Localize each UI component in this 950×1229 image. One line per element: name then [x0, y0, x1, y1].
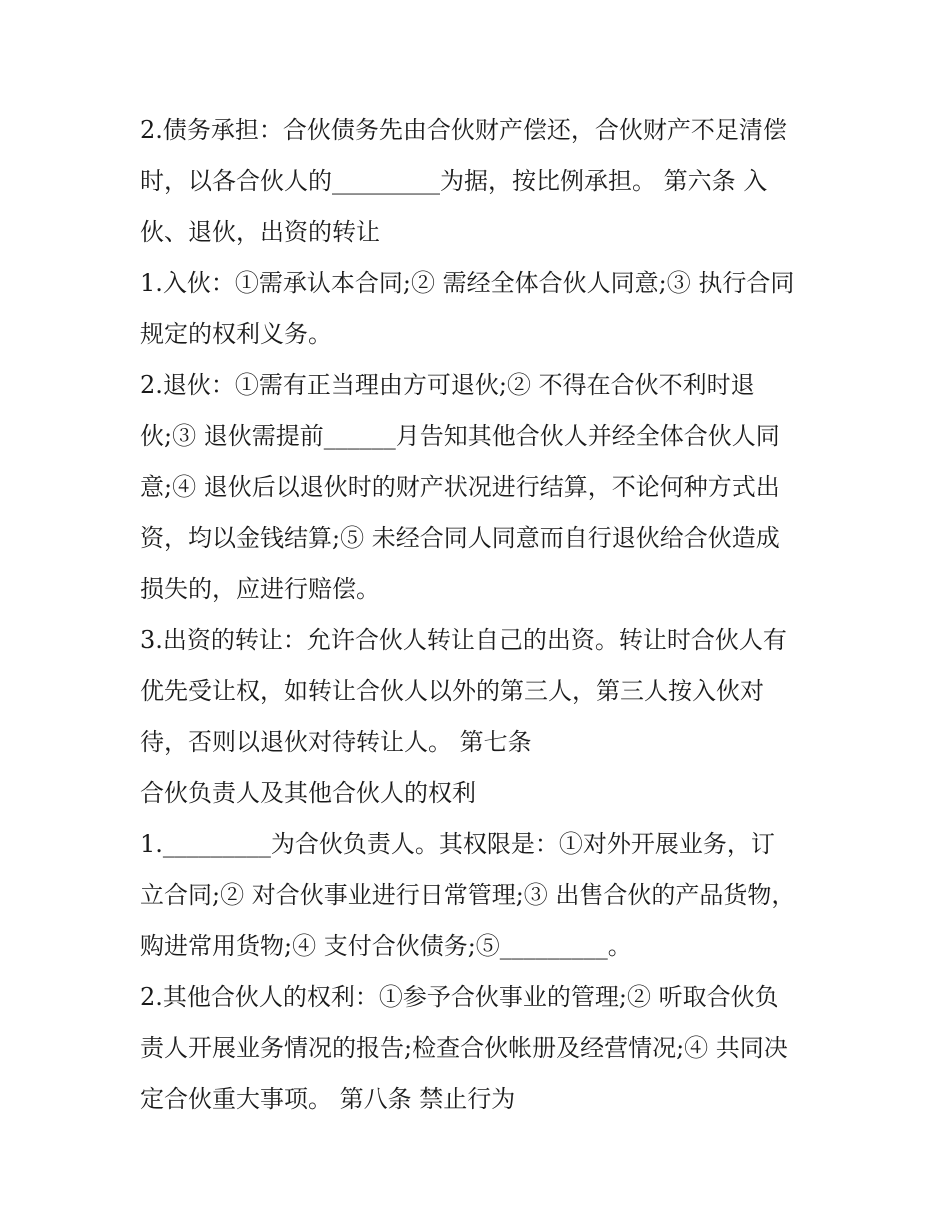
text-line: 意;④ 退伙后以退伙时的财产状况进行结算，不论何种方式出 [140, 473, 780, 501]
text-line: 定合伙重大事项。 第八条 禁止行为 [140, 1085, 516, 1113]
text-line: 2.债务承担：合伙债务先由合伙财产偿还，合伙财产不足清偿 [140, 116, 787, 144]
text-line: 合伙负责人及其他合伙人的权利 [140, 779, 476, 807]
text-line: 损失的，应进行赔偿。 [140, 575, 380, 603]
text-line: 责人开展业务情况的报告;检查合伙帐册及经营情况;④ 共同决 [140, 1034, 788, 1062]
text-line: 立合同;② 对合伙事业进行日常管理;③ 出售合伙的产品货物， [140, 881, 796, 909]
text-line: 1._________为合伙负责人。其权限是：①对外开展业务，订 [140, 830, 775, 858]
text-line: 优先受让权，如转让合伙人以外的第三人，第三人按入伙对 [140, 677, 764, 705]
text-line: 伙;③ 退伙需提前______月告知其他合伙人并经全体合伙人同 [140, 422, 780, 450]
text-line: 1.入伙：①需承认本合同;② 需经全体合伙人同意;③ 执行合同 [140, 269, 795, 297]
text-line: 2.退伙：①需有正当理由方可退伙;② 不得在合伙不利时退 [140, 371, 755, 399]
document-body [140, 105, 820, 1125]
text-line: 伙、退伙，出资的转让 [140, 218, 380, 246]
text-line: 规定的权利义务。 [140, 320, 332, 348]
text-line: 2.其他合伙人的权利：①参予合伙事业的管理;② 听取合伙负 [140, 983, 779, 1011]
text-line: 时，以各合伙人的_________为据，按比例承担。 第六条 入 [140, 167, 768, 195]
text-line: 资，均以金钱结算;⑤ 未经合同人同意而自行退伙给合伙造成 [140, 524, 780, 552]
text-line: 购进常用货物;④ 支付合伙债务;⑤_________。 [140, 932, 632, 960]
text-line: 3.出资的转让：允许合伙人转让自己的出资。转让时合伙人有 [140, 626, 787, 654]
text-line: 待，否则以退伙对待转让人。 第七条 [140, 728, 532, 756]
